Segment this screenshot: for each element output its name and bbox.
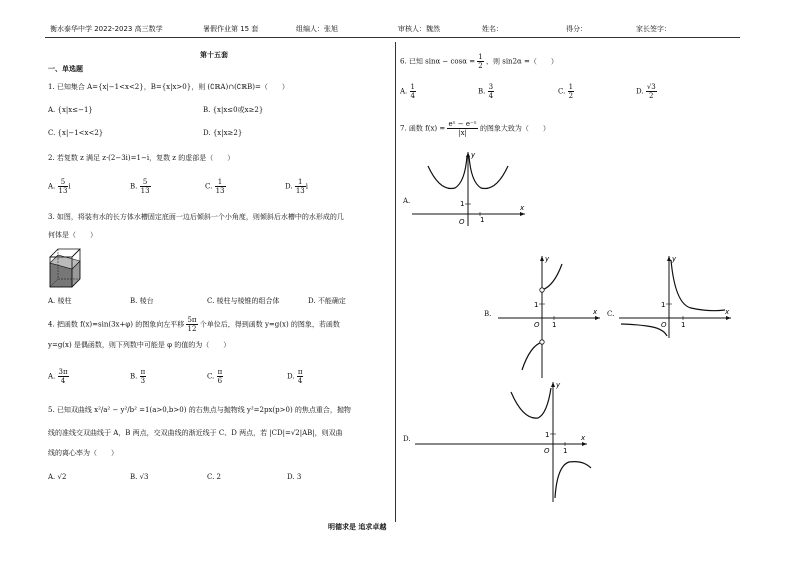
q2-d-suffix: i: [305, 182, 308, 191]
set-title: 第十五套: [200, 50, 228, 59]
q2-d-label: D.: [285, 182, 293, 191]
q4-stem-b: 个单位后，得到函数 y=g(x) 的图象，若函数: [199, 320, 340, 329]
q5-option-d[interactable]: D. 3: [287, 473, 302, 481]
q2-a-label: A.: [48, 182, 56, 191]
q6-option-d[interactable]: [636, 83, 657, 100]
q6-stem-a: 6. 已知 sinα − cosα =: [400, 57, 476, 66]
q6-b-fraction: $\frac{3}{4}$: [488, 83, 494, 100]
q7-stem: [400, 120, 550, 137]
reviewer-label: 审核人：魏然: [398, 25, 440, 33]
graph-a-tick-y: 1: [460, 200, 465, 208]
q4-a-fraction: $\frac{3\pi}{4}$: [58, 368, 68, 385]
page-footer: 明德求是 追求卓越: [328, 522, 387, 531]
q7-function-fraction: $\frac{\text{eˣ − e⁻ˣ}}{|x|}$: [448, 120, 477, 137]
q2-d-fraction: $\frac{1}{13}$: [295, 178, 305, 195]
homework-title: 暑假作业第 15 套: [203, 25, 259, 33]
graph-a-origin: O: [459, 218, 465, 226]
graph-c-x-label: x: [725, 308, 730, 316]
graph-b-y-label: y: [545, 255, 550, 263]
q5-option-c[interactable]: C. 2: [207, 473, 222, 481]
q6-c-label: C.: [558, 87, 566, 96]
graph-a-x-label: x: [520, 204, 525, 212]
graph-c-tick-x: 1: [681, 321, 686, 329]
parent-signature-field[interactable]: 家长签字：: [636, 25, 671, 33]
q7-stem-b: 的图象大致为（ ）: [479, 124, 550, 133]
q7-graph-d[interactable]: [413, 378, 593, 504]
score-field[interactable]: 得分：: [566, 25, 587, 33]
section-title: 一、单选题: [48, 64, 83, 73]
q4-a-label: A.: [48, 372, 56, 381]
q6-b-label: B.: [478, 87, 486, 96]
q4-b-fraction: $\frac{\pi}{3}$: [140, 368, 146, 385]
q7-option-b-label[interactable]: B.: [484, 310, 492, 318]
graph-a-tick-x: 1: [480, 216, 485, 224]
q6-value-fraction: $\frac{1}{2}$: [478, 53, 483, 70]
water-tank-figure: [48, 245, 82, 290]
q7-option-d-label[interactable]: D.: [403, 435, 411, 443]
q3-option-d[interactable]: D. 不能确定: [308, 297, 346, 305]
q1-option-d[interactable]: D. {x|x≥2}: [203, 129, 243, 137]
q5-option-b[interactable]: B. √3: [130, 473, 149, 481]
q2-option-c[interactable]: [205, 178, 226, 195]
q2-b-fraction: $\frac{5}{13}$: [140, 178, 150, 195]
q6-d-fraction: $\frac{√3}{2}$: [646, 83, 656, 100]
graph-b-origin: O: [534, 321, 540, 329]
graph-d-tick-x: 1: [563, 447, 568, 455]
q2-option-b[interactable]: [130, 178, 151, 195]
q4-option-a[interactable]: [48, 368, 69, 385]
q2-option-a[interactable]: [48, 178, 71, 195]
q6-stem: [400, 53, 558, 70]
q4-d-fraction: $\frac{\pi}{4}$: [297, 368, 303, 385]
graph-b-tick-x: 1: [552, 321, 557, 329]
q7-option-c-label[interactable]: C.: [607, 310, 615, 318]
q4-stem: [48, 316, 340, 333]
q4-d-label: D.: [287, 372, 295, 381]
q7-stem-a: 7. 函数 f(x) =: [400, 124, 446, 133]
graph-c-tick-y: 1: [661, 301, 666, 309]
q1-option-b[interactable]: B. {x|x≤0或x≥2}: [203, 106, 264, 114]
q6-a-fraction: $\frac{1}{4}$: [410, 83, 415, 100]
graph-b-tick-y: 1: [534, 301, 539, 309]
q4-c-fraction: $\frac{\pi}{6}$: [217, 368, 223, 385]
q6-c-fraction: $\frac{1}{2}$: [568, 83, 574, 100]
header-rule: [45, 37, 740, 38]
q5-option-a[interactable]: A. √2: [48, 473, 67, 481]
q1-option-a[interactable]: A. {x|x≤−1}: [48, 106, 93, 114]
q6-option-b[interactable]: [478, 83, 494, 100]
q1-stem: 1. 已知集合 A={x|−1<x<2}，B={x|x>0}，则 (∁ℝA)∩(∁ℝB)=（ ）: [48, 83, 289, 91]
graph-c-origin: O: [661, 321, 667, 329]
graph-d-x-label: x: [581, 434, 586, 442]
q6-option-a[interactable]: [400, 83, 416, 100]
q3-option-b[interactable]: B. 棱台: [130, 297, 154, 305]
q6-option-c[interactable]: [558, 83, 574, 100]
q7-option-a-label[interactable]: A.: [403, 197, 411, 205]
q2-b-label: B.: [130, 182, 138, 191]
graph-b-x-label: x: [593, 308, 598, 316]
q7-graph-c[interactable]: [617, 252, 737, 342]
graph-d-origin: O: [544, 447, 550, 455]
q4-stem-a: 4. 把函数 f(x)=sin(3x+φ) 的图象向左平移: [48, 320, 185, 329]
graph-d-tick-y: 1: [545, 431, 550, 439]
q4-stem-cont: y=g(x) 是偶函数，则下列数中可能是 φ 的值的为（ ）: [48, 341, 231, 349]
q3-option-a[interactable]: A. 棱柱: [48, 297, 72, 305]
q7-graph-b[interactable]: [496, 252, 606, 382]
graph-c-y-label: y: [672, 255, 677, 263]
q2-c-fraction: $\frac{1}{13}$: [215, 178, 225, 195]
q5-stem: 5. 已知双曲线 x²/a² − y²/b² =1(a>0,b>0) 的右焦点与抛物线 y²=2px(p>0) 的焦点重合，抛物: [48, 406, 351, 414]
q7-graph-a[interactable]: [410, 148, 530, 228]
q6-stem-b: ，则 sin2α =（ ）: [486, 57, 558, 66]
q6-d-label: D.: [636, 87, 644, 96]
graph-a-y-label: y: [471, 151, 476, 159]
q4-option-b[interactable]: [130, 368, 146, 385]
q2-option-d[interactable]: [285, 178, 308, 195]
q4-b-label: B.: [130, 372, 138, 381]
name-field[interactable]: 姓名：: [482, 25, 503, 33]
graph-d-y-label: y: [556, 381, 561, 389]
compiler-label: 组编人：张旭: [296, 25, 338, 33]
q2-c-label: C.: [205, 182, 213, 191]
q4-option-c[interactable]: [207, 368, 223, 385]
q5-stem-cont: 线的准线交双曲线于 A，B 两点，交双曲线的渐近线于 C、D 两点，若 |CD|=√2|AB|，则双曲: [48, 429, 343, 437]
q3-option-c[interactable]: C. 棱柱与棱锥的组合体: [207, 297, 280, 305]
q3-stem-cont: 何体是（ ）: [48, 231, 97, 239]
q4-option-d[interactable]: [287, 368, 303, 385]
q3-stem: 3. 如图，将装有水的长方体水槽固定底面一边后倾斜一个小角度，则倾斜后水槽中的水形成的几: [48, 213, 344, 221]
q2-stem: 2. 若复数 z 满足 z·(2−3i)=1−i，复数 z 的虚部是（ ）: [48, 154, 235, 162]
q2-a-fraction: $\frac{5}{13}$: [58, 178, 68, 195]
q4-shift-fraction: $\frac{5\pi}{12}$: [187, 316, 197, 333]
school-title: 衡水泰华中学 2022-2023 高三数学: [50, 25, 163, 33]
q4-c-label: C.: [207, 372, 215, 381]
q1-option-c[interactable]: C. {x|−1<x<2}: [48, 129, 104, 137]
q5-stem-cont2: 线的离心率为（ ）: [48, 449, 118, 457]
q6-a-label: A.: [400, 87, 408, 96]
column-divider: [395, 42, 396, 522]
q2-a-suffix: i: [68, 182, 71, 191]
